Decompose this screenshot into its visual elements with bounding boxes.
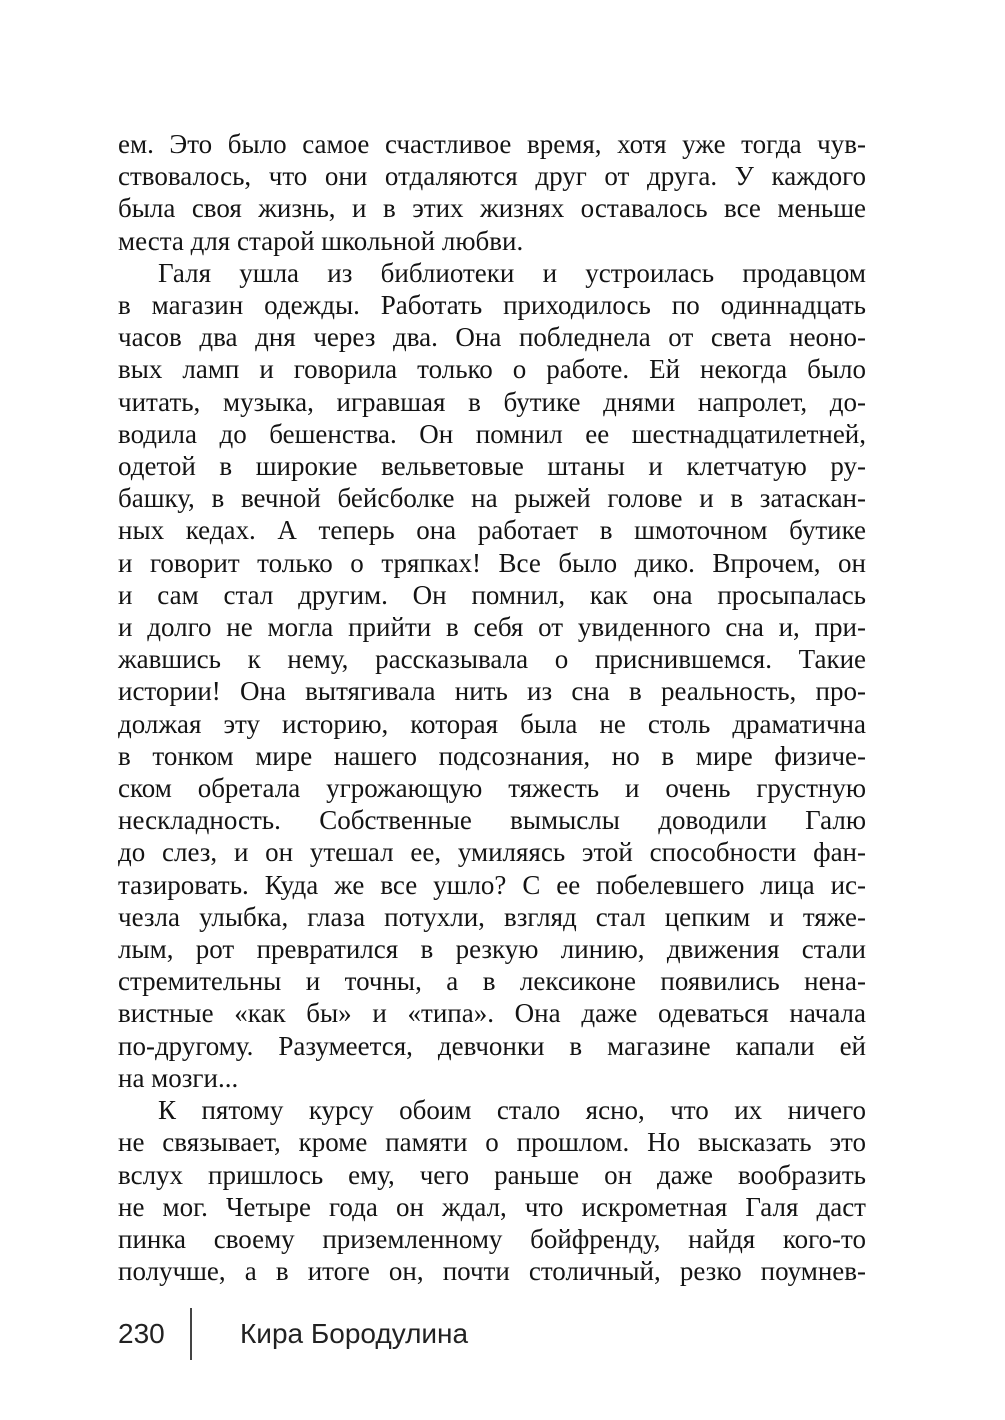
text-line: не мог. Четыре года он ждал, что искрометная Галя даст: [118, 1191, 866, 1222]
text-line: места для старой школьной любви.: [118, 225, 524, 256]
text-line: часов два дня через два. Она побледнела от света неоно-: [118, 322, 866, 353]
text-line: до слез, и он утешал ее, умиляясь этой способности фан-: [118, 837, 866, 868]
paragraph: [118, 257, 866, 1094]
paragraph: [118, 128, 866, 257]
text-line: вслух пришлось ему, чего раньше он даже вообразить: [118, 1159, 866, 1190]
text-line: получше, а в итоге он, почти столичный, резко поумнев-: [118, 1256, 866, 1287]
text-line: водила до бешенства. Он помнил ее шестнадцатилетней,: [118, 418, 866, 449]
text-line: вистные «как бы» и «типа». Она даже одеваться начала: [118, 998, 866, 1029]
text-line: не связывает, кроме памяти о прошлом. Но высказать это: [118, 1127, 866, 1158]
text-line: одетой в широкие вельветовые штаны и клетчатую ру-: [118, 451, 866, 482]
text-line: тазировать. Куда же все ушло? С ее побелевшего лица ис-: [118, 869, 866, 900]
text-line: читать, музыка, игравшая в бутике днями напролет, до-: [118, 386, 866, 417]
paragraph: [118, 1094, 866, 1287]
page-number: 230: [118, 1318, 165, 1349]
text-line: и сам стал другим. Он помнил, как она просыпалась: [118, 579, 866, 610]
text-line: башку, в вечной бейсболке на рыжей голове и в затаскан-: [118, 483, 866, 514]
text-line: пинка своему приземленному бойфренду, найдя кого-то: [118, 1223, 866, 1254]
text-line: и говорит только о тряпках! Все было дико. Впрочем, он: [118, 547, 866, 578]
text-line: ных кедах. А теперь она работает в шмоточном бутике: [118, 515, 866, 546]
text-line: на мозги...: [118, 1062, 239, 1093]
text-line: в тонком мире нашего подсознания, но в мире физиче-: [118, 740, 866, 771]
text-line: лым, рот превратился в резкую линию, движения стали: [118, 934, 866, 965]
author-name: Кира Бородулина: [240, 1318, 469, 1349]
footer-divider: [190, 1308, 192, 1360]
text-line: нескладность. Собственные вымыслы доводили Галю: [118, 805, 866, 836]
text-line: в магазин одежды. Работать приходилось по одиннадцать: [118, 290, 866, 321]
text-line: вых ламп и говорила только о работе. Ей некогда было: [118, 354, 866, 385]
text-line: истории! Она вытягивала нить из сна в реальность, про-: [118, 676, 866, 707]
text-line: по-другому. Разумеется, девчонки в магазине капали ей: [118, 1030, 866, 1061]
text-line: жавшись к нему, рассказывала о приснившемся. Такие: [118, 644, 866, 675]
text-block: [118, 128, 866, 1287]
text-line: стремительны и точны, а в лексиконе появились нена-: [118, 966, 866, 997]
text-line: должая эту историю, которая была не столь драматична: [118, 708, 866, 739]
text-line: ем. Это было самое счастливое время, хотя уже тогда чув-: [118, 129, 866, 159]
text-line: и долго не могла прийти в себя от увиденного сна и, при-: [118, 612, 866, 643]
page-footer: [118, 1308, 468, 1360]
text-line: Галя ушла из библиотеки и устроилась продавцом: [158, 257, 866, 288]
text-line: ском обретала угрожающую тяжесть и очень грустную: [118, 773, 866, 804]
text-line: чезла улыбка, глаза потухли, взгляд стал цепким и тяже-: [118, 901, 866, 932]
text-line: К пятому курсу обоим стало ясно, что их ничего: [158, 1095, 866, 1126]
text-line: ствовалось, что они отдаляются друг от друга. У каждого: [118, 161, 866, 192]
text-line: была своя жизнь, и в этих жизнях оставалось все меньше: [118, 193, 866, 224]
